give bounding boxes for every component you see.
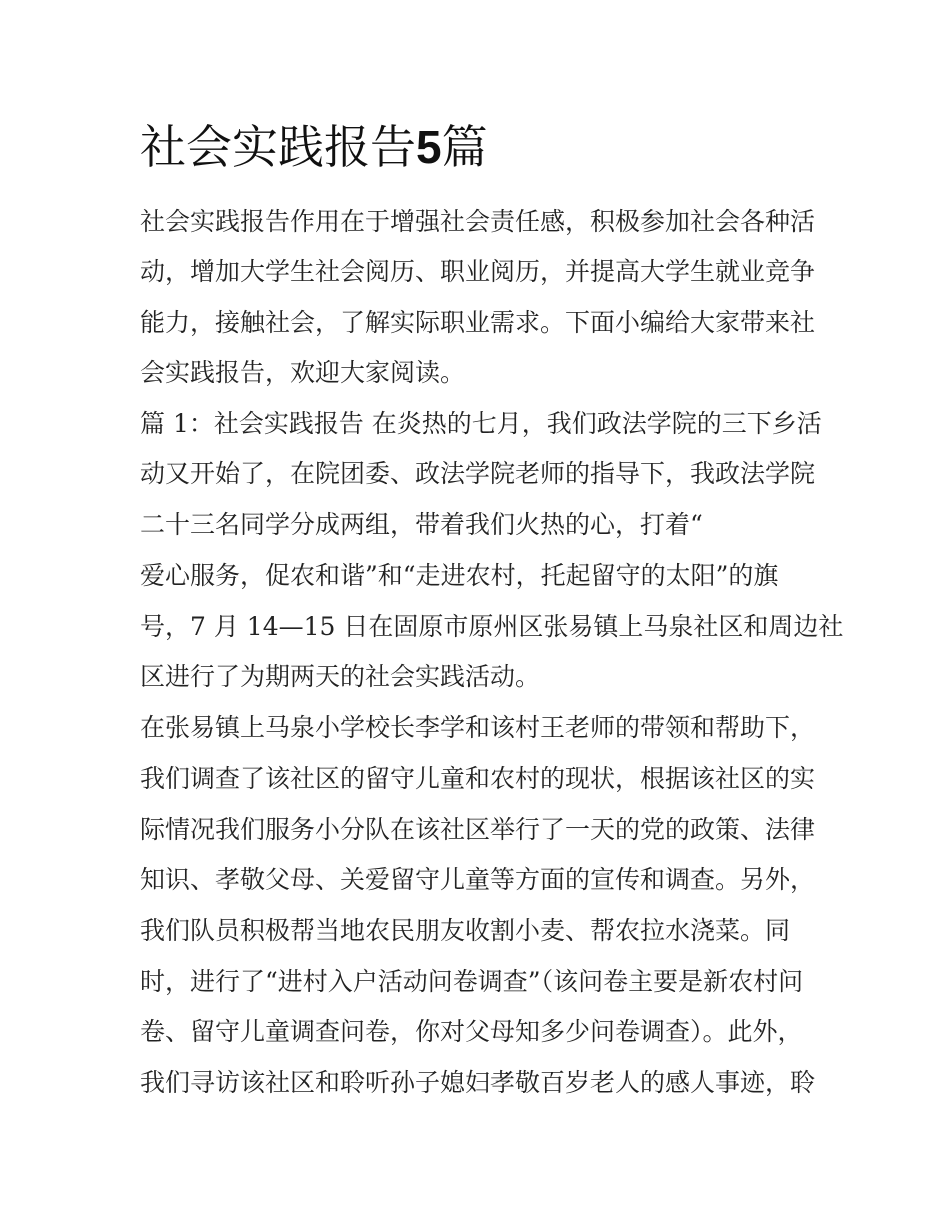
body-line: 我们调查了该社区的留守儿童和农村的现状，根据该社区的实 bbox=[140, 764, 816, 793]
body-line: 在张易镇上马泉小学校长李学和该村王老师的带领和帮助下， bbox=[140, 713, 816, 742]
body-line: 会实践报告，欢迎大家阅读。 bbox=[140, 358, 466, 387]
body-line: 二十三名同学分成两组，带着我们火热的心，打着“ bbox=[140, 510, 703, 539]
body-line: 号，7 月 14—15 日在固原市原州区张易镇上马泉社区和周边社 bbox=[140, 612, 844, 641]
body-line: 区进行了为期两天的社会实践活动。 bbox=[140, 662, 541, 691]
body-line: 时，进行了“进村入户活动问卷调查”（该问卷主要是新农村问 bbox=[140, 967, 804, 996]
body-line: 爱心服务，促农和谐”和“走进农村，托起留守的太阳”的旗 bbox=[140, 561, 779, 590]
body-line: 卷、留守儿童调查问卷，你对父母知多少问卷调查）。此外， bbox=[140, 1017, 803, 1046]
page-title bbox=[140, 114, 488, 180]
body-line: 我们队员积极帮当地农民朋友收割小麦、帮农拉水浇菜。同 bbox=[140, 916, 791, 945]
body-line: 知识、孝敬父母、关爱留守儿童等方面的宣传和调查。另外， bbox=[140, 865, 816, 894]
body-line: 我们寻访该社区和聆听孙子媳妇孝敬百岁老人的感人事迹，聆 bbox=[140, 1068, 816, 1097]
body-line: 动，增加大学生社会阅历、职业阅历，并提高大学生就业竞争 bbox=[140, 257, 816, 286]
body-line: 际情况我们服务小分队在该社区举行了一天的党的政策、法律 bbox=[140, 815, 816, 844]
title-text: 社会实践报告 bbox=[140, 120, 416, 174]
title-suffix: 篇 bbox=[441, 120, 488, 174]
body-line: 动又开始了，在院团委、政法学院老师的指导下，我政法学院 bbox=[140, 459, 816, 488]
title-number: 5 bbox=[416, 121, 442, 173]
body-line: 社会实践报告作用在于增强社会责任感，积极参加社会各种活 bbox=[140, 207, 816, 236]
body-line: 能力，接触社会，了解实际职业需求。下面小编给大家带来社 bbox=[140, 308, 816, 337]
body-line: 篇 1：社会实践报告 在炎热的七月，我们政法学院的三下乡活 bbox=[140, 409, 822, 438]
